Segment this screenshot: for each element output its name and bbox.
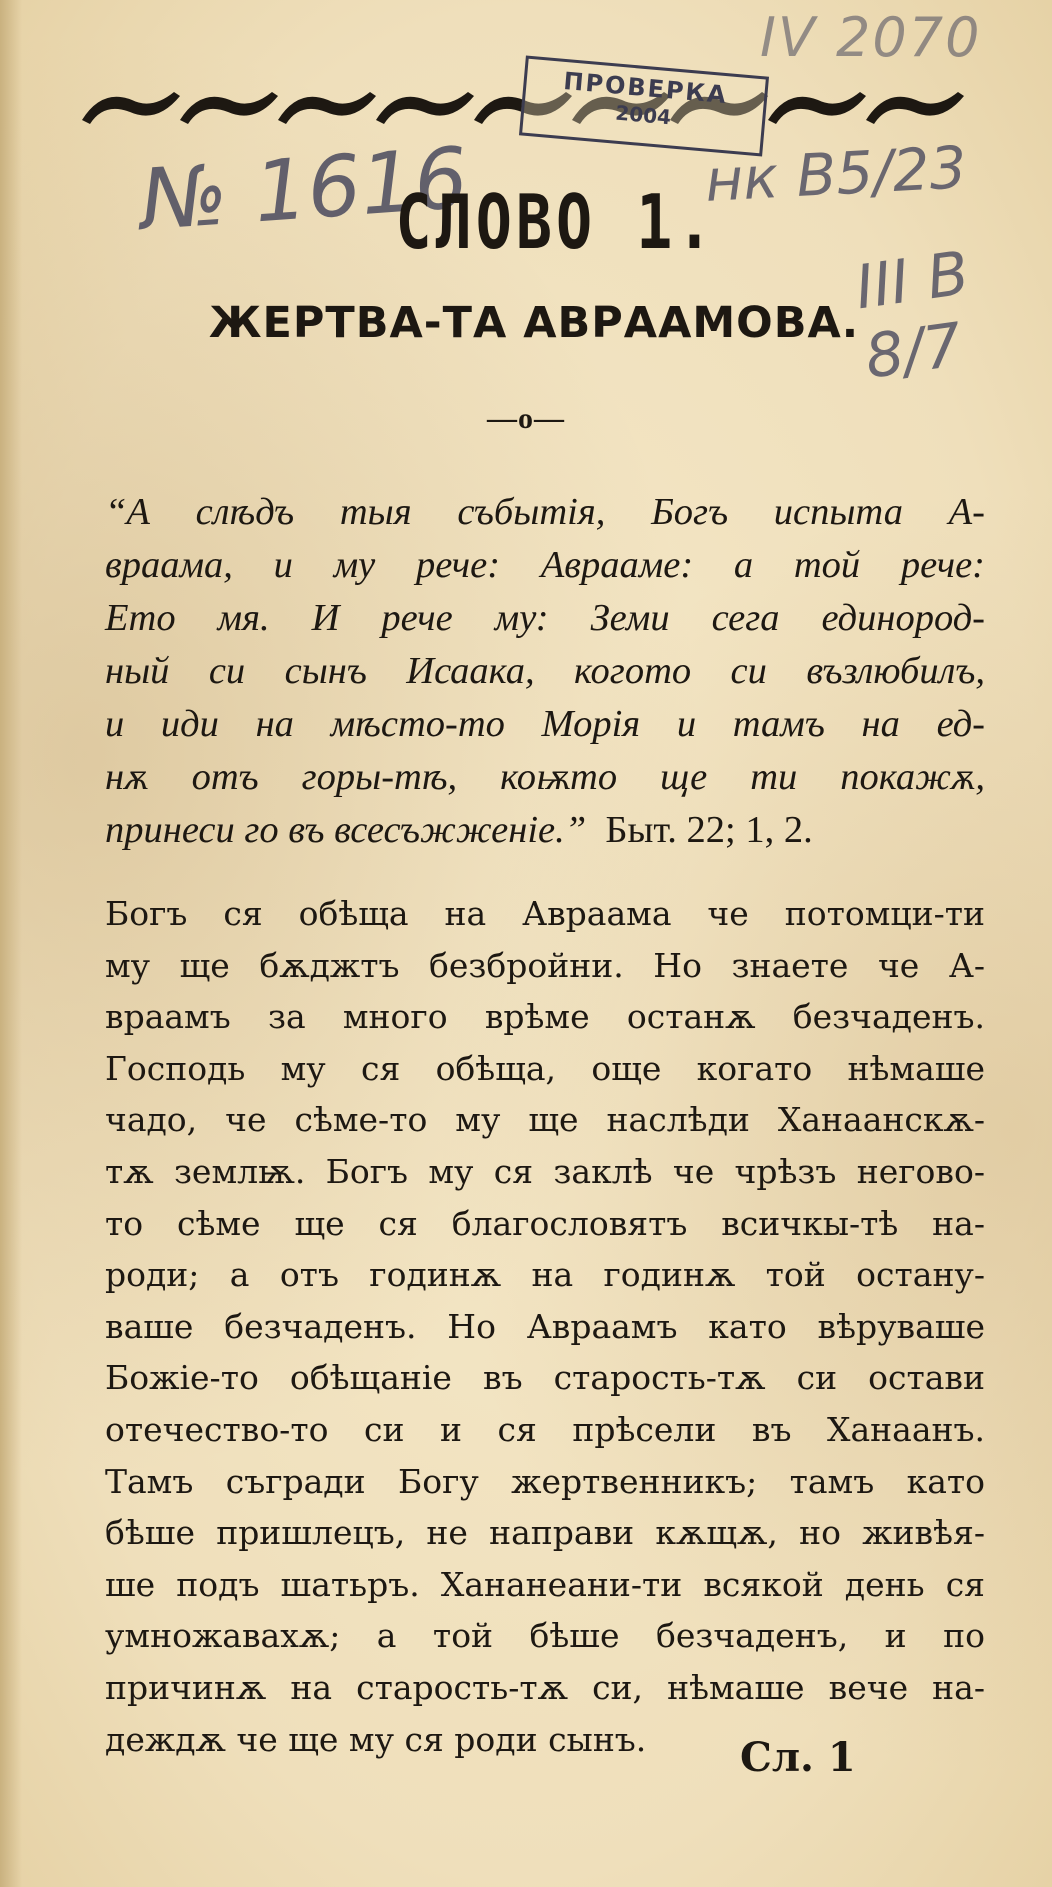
epigraph-line — [105, 804, 985, 857]
text-line: тѫ землѭ. Богъ му ся заклѣ че чрѣзъ негово- — [105, 1151, 985, 1191]
text-line: бѣше пришлецъ, не направи кѫщѫ, но живѣя- — [105, 1513, 985, 1553]
text-line: враамъ за много врѣме останѫ безчаденъ. — [105, 997, 985, 1037]
body-text — [105, 888, 985, 1765]
stamp-word: ПРОВЕРКА — [562, 66, 729, 110]
text-line: отечество-то си и ся прѣсели въ Ханаанъ. — [105, 1409, 985, 1449]
handwritten-inventory-number: № 1616 — [136, 128, 471, 250]
section-divider: —о— — [487, 402, 565, 435]
signature-mark: Сл. 1 — [740, 1734, 856, 1781]
epigraph-line: Ето мя. И рече му: Земи сега единород- — [105, 597, 985, 639]
epigraph-line: и иди на мѣсто-то Морія и тамъ на ед- — [105, 703, 985, 745]
epigraph-last-text: принеси го въ всесъжженіе.” — [105, 809, 587, 851]
text-line: умножавахѫ; а той бѣше безчаденъ, и по — [105, 1616, 985, 1656]
text-line: Божіе-то обѣщаніе въ старость-тѫ си остави — [105, 1358, 985, 1398]
epigraph-line: враама, и му рече: Аврааме: а той рече: — [105, 544, 985, 586]
verification-stamp — [519, 56, 769, 157]
text-line: Господь му ся обѣща, още когато нѣмаше — [105, 1048, 985, 1088]
chapter-title: СЛОВО 1. — [395, 179, 717, 267]
text-line: причинѫ на старость-тѫ си, нѣмаше вече на- — [105, 1667, 985, 1707]
scripture-citation: Быт. 22; 1, 2. — [605, 809, 813, 851]
text-line: Тамъ съгради Богу жертвенникъ; тамъ като — [105, 1461, 985, 1501]
text-line: роди; а отъ годинѫ на годинѫ той остану- — [105, 1255, 985, 1295]
chapter-subtitle: ЖЕРТВА-ТА АВРААМОВА. — [208, 298, 860, 348]
text-line: чадо, че сѣме-то му ще наслѣди Ханаанскѫ- — [105, 1100, 985, 1140]
stamp-year: 2004 — [614, 100, 672, 130]
epigraph-line: ный си сынъ Исаака, когото си възлюбилъ, — [105, 650, 985, 692]
handwritten-top-number: IV 2070 — [760, 6, 982, 69]
text-line: ваше безчаденъ. Но Авраамъ като вѣруваше — [105, 1306, 985, 1346]
page-spine-shadow — [0, 0, 22, 1887]
handwritten-shelf-code: нк В5/23 — [703, 133, 969, 215]
epigraph-line: “А слѣдъ тыя събытія, Богъ испыта А- — [105, 491, 985, 533]
handwritten-shelf-code-2: III В 8/7 — [851, 238, 974, 393]
epigraph-line: нѫ отъ горы-тѣ, коѭто ще ти покажѫ, — [105, 756, 985, 798]
text-line: то сѣме ще ся благословятъ всичкы-тѣ на- — [105, 1203, 985, 1243]
text-line: ше подъ шатьръ. Хананеани-ти всякой день ся — [105, 1564, 985, 1604]
epigraph — [105, 486, 985, 857]
text-line: деждѫ че ще му ся роди сынъ. — [105, 1719, 647, 1759]
text-line: му ще бѫджтъ безбройни. Но знаете че А- — [105, 945, 985, 985]
text-line: Богъ ся обѣща на Авраама че потомци-ти — [105, 894, 985, 933]
